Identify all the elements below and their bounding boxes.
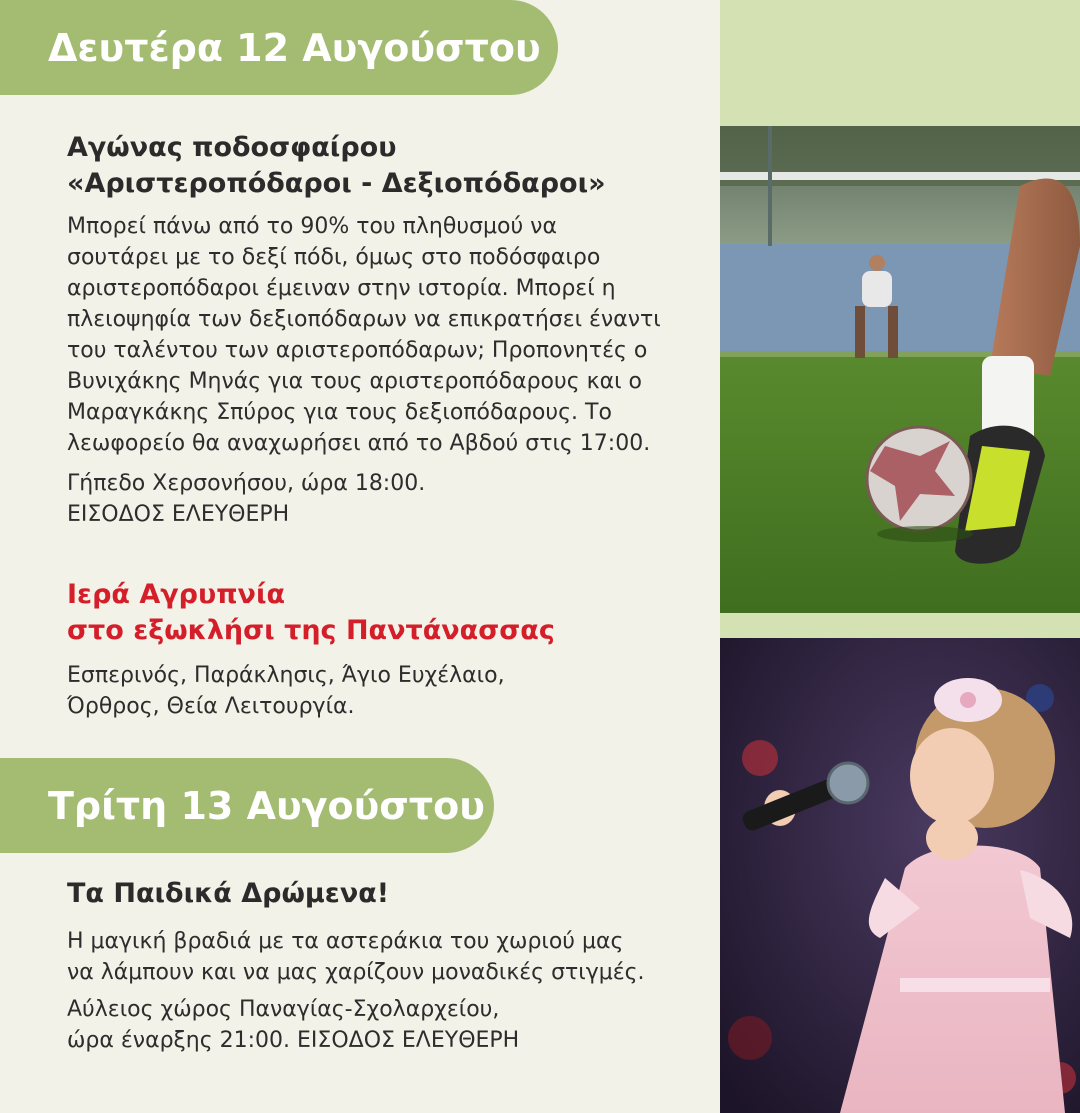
description-line: Η μαγική βραδιά με τα αστεράκια του χωριού μας	[67, 929, 624, 954]
title-line: «Αριστεροπόδαροι - Δεξιοπόδαροι»	[67, 168, 606, 199]
title-line: στο εξωκλήσι της Παντάνασσας	[67, 615, 555, 646]
description-line: αριστεροπόδαροι έμειναν στην ιστορία. Μπορεί η	[67, 276, 616, 301]
description-line: λεωφορείο θα αναχωρήσει από το Αβδού στις 17:00.	[67, 431, 651, 456]
vigil-event-description	[67, 660, 707, 722]
info-line: Γήπεδο Χερσονήσου, ώρα 18:00.	[67, 471, 426, 496]
title-line: Τα Παιδικά Δρώμενα!	[67, 878, 390, 909]
description-line: να λάμπουν και να μας χαρίζουν μοναδικές στιγμές.	[67, 960, 645, 985]
vigil-event-title	[67, 577, 555, 649]
football-event-info	[67, 468, 707, 530]
description-line: Μαραγκάκης Σπύρος για τους δεξιοπόδαρους. Το	[67, 400, 612, 425]
description-line: πλειοψηφία των δεξιοπόδαρων να επικρατήσει έναντι	[67, 307, 661, 332]
description-line: Εσπερινός, Παράκλησις, Άγιο Ευχέλαιο,	[67, 663, 505, 688]
date-banner-monday	[0, 0, 558, 95]
description-line: Όρθρος, Θεία Λειτουργία.	[67, 694, 355, 719]
info-line: Αύλειος χώρος Παναγίας-Σχολαρχείου,	[67, 997, 500, 1022]
description-line: του ταλέντου των αριστεροπόδαρων; Προπονητές ο	[67, 338, 648, 363]
description-line: Βυνιχάκης Μηνάς για τους αριστεροπόδαρους και ο	[67, 369, 643, 394]
kids-event-title	[67, 876, 389, 912]
football-event-title	[67, 130, 606, 202]
kids-event-info	[67, 994, 707, 1056]
description-line: σουτάρει με το δεξί πόδι, όμως στο ποδόσφαιρο	[67, 245, 601, 270]
description-line: Μπορεί πάνω από το 90% του πληθυσμού να	[67, 214, 557, 239]
date-label: Τρίτη 13 Αυγούστου	[48, 783, 485, 828]
football-photo	[720, 126, 1080, 613]
date-label: Δευτέρα 12 Αυγούστου	[48, 25, 541, 70]
kids-event-description	[67, 926, 707, 988]
date-banner-tuesday	[0, 758, 494, 853]
football-event-description	[67, 211, 707, 459]
title-line: Αγώνας ποδοσφαίρου	[67, 132, 397, 163]
info-line: ώρα έναρξης 21:00. ΕΙΣΟΔΟΣ ΕΛΕΥΘΕΡΗ	[67, 1028, 520, 1053]
singer-girl-photo	[720, 638, 1080, 1113]
info-line: ΕΙΣΟΔΟΣ ΕΛΕΥΘΕΡΗ	[67, 502, 290, 527]
title-line: Ιερά Αγρυπνία	[67, 579, 286, 610]
